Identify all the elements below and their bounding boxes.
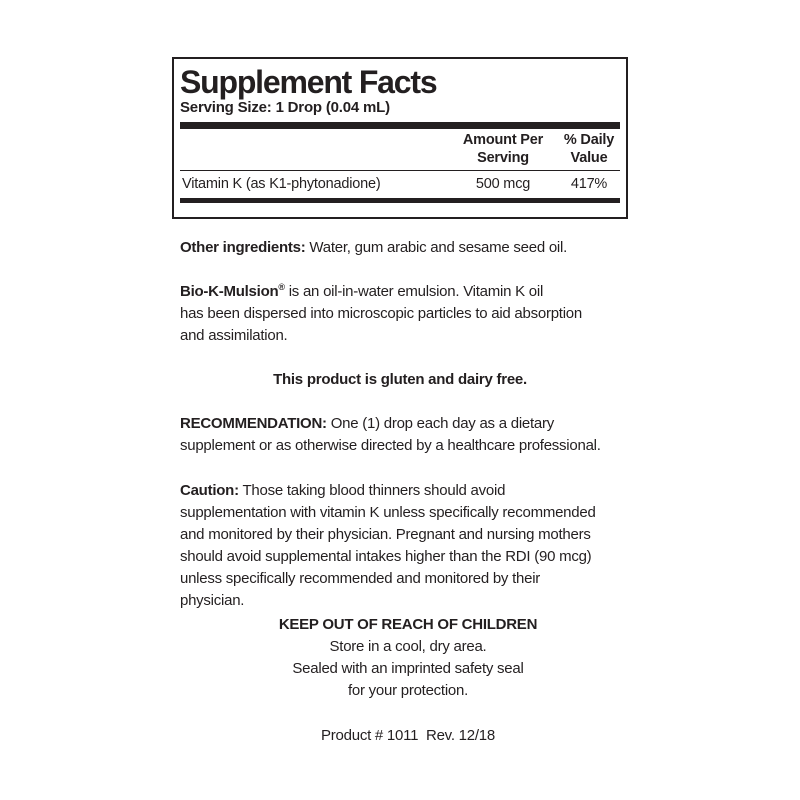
other-ingredients-text: Water, gum arabic and sesame seed oil. xyxy=(305,239,568,256)
bottom-divider xyxy=(180,198,620,203)
nutrient-amount: 500 mcg xyxy=(475,176,531,192)
recommendation-paragraph: RECOMMENDATION: One (1) drop each day as a dietary supplement or as otherwise directed by a healthcare professional. xyxy=(180,415,601,454)
facts-column-header xyxy=(180,129,620,170)
other-ingredients xyxy=(180,237,640,259)
serving-size: Serving Size: 1 Drop (0.04 mL) xyxy=(180,99,390,116)
daily-value-header: % Daily Value xyxy=(563,132,615,166)
nutrient-row xyxy=(180,171,620,194)
caution-label: Caution: xyxy=(180,482,239,499)
product-number: Product # 1011 Rev. 12/18 xyxy=(321,727,495,744)
gluten-free-statement: This product is gluten and dairy free. xyxy=(273,371,527,388)
caution-paragraph: Caution: Those taking blood thinners should avoid supplementation with vitamin K unless specifically recommended and monitored by their physician. Pregnant and nursing mothers should avoid supplemental intakes higher than the RDI (90 mcg) unless specifically recommended and monitored by their physician. xyxy=(180,482,596,609)
amount-per-serving-header: Amount Per Serving xyxy=(462,132,544,166)
supplement-facts-panel xyxy=(172,57,628,219)
nutrient-name: Vitamin K (as K1-phytonadione) xyxy=(182,176,381,192)
keep-out-warning: KEEP OUT OF REACH OF CHILDREN xyxy=(278,616,538,633)
bio-k-mulsion-paragraph: Bio-K-Mulsion® is an oil-in-water emulsion. Vitamin K oil has been dispersed into microscopic particles to aid absorption and assimilation. xyxy=(180,282,582,344)
nutrient-daily-value: 417% xyxy=(570,176,608,192)
recommendation-label: RECOMMENDATION: xyxy=(180,415,327,432)
registered-mark: ® xyxy=(278,282,285,292)
other-ingredients-label: Other ingredients: xyxy=(180,239,306,256)
facts-title: Supplement Facts xyxy=(180,64,437,100)
storage-instructions: Store in a cool, dry area. Sealed with an imprinted safety seal for your protection. xyxy=(292,638,524,699)
bio-k-mulsion-label: Bio-K-Mulsion xyxy=(180,283,279,300)
thick-divider xyxy=(180,122,620,129)
